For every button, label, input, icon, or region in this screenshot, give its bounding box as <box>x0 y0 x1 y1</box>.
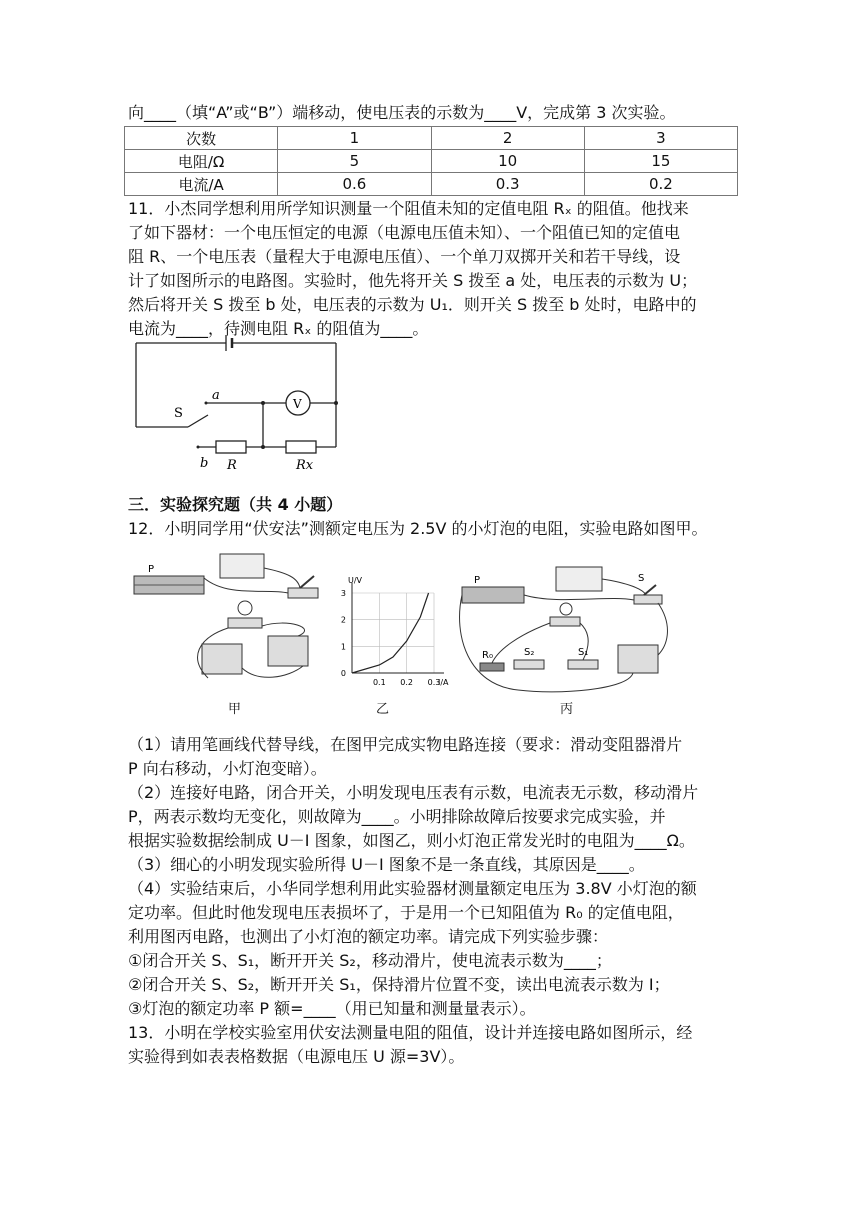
caption-bing: 丙 <box>560 702 574 717</box>
q11-line: 电流为____，待测电阻 Rₓ 的阻值为____。 <box>128 319 429 338</box>
x-tick-label: 0.1 <box>372 678 386 687</box>
y-tick-label: 0 <box>340 669 346 678</box>
table-cell: 电阻/Ω <box>125 150 278 173</box>
y-axis-label: U/V <box>348 576 363 585</box>
switch-s1-label: S₁ <box>578 647 589 658</box>
switch-label: S <box>174 406 183 421</box>
apparatus-bing <box>458 565 678 695</box>
caption-yi: 乙 <box>376 702 390 717</box>
q12-line: （1）请用笔画线代替导线，在图甲完成实物电路连接（要求：滑动变阻器滑片 <box>128 735 683 754</box>
q10-tail: 向____（填“A”或“B”）端移动，使电压表的示数为____V，完成第 3 次实验。 <box>128 103 676 122</box>
q11-line: 11．小杰同学想利用所学知识测量一个阻值未知的定值电阻 Rₓ 的阻值。他找来 <box>128 199 689 218</box>
x-tick-label: 0.3 <box>427 678 441 687</box>
q12-line: P，两表示数均无变化，则故障为____。小明排除故障后按要求完成实验，并 <box>128 807 666 826</box>
circuit-diagram <box>128 335 358 475</box>
ui-chart <box>330 575 460 695</box>
table-cell: 0.2 <box>584 173 737 196</box>
table-header: 2 <box>431 127 584 150</box>
q11-line: 了如下器材：一个电压恒定的电源（电源电压值未知）、一个阻值已知的定值电 <box>128 223 681 242</box>
switch-s-label: S <box>638 573 645 584</box>
switch-pos-b: b <box>200 456 209 471</box>
caption-jia: 甲 <box>228 702 242 717</box>
slider-label: P <box>148 564 155 575</box>
x-tick-label: 0.2 <box>400 678 414 687</box>
q12-line: ③灯泡的额定功率 P 额=____（用已知量和测量量表示）。 <box>128 999 536 1018</box>
x-axis-label: I/A <box>438 678 449 687</box>
voltmeter-label: V <box>293 397 302 411</box>
table-row <box>125 150 738 173</box>
q12-intro: 12．小明同学用“伏安法”测额定电压为 2.5V 的小灯泡的电阻，实验电路如图甲。 <box>128 519 708 538</box>
table-header: 3 <box>584 127 737 150</box>
q12-line: 定功率。但此时他发现电压表损坏了，于是用一个已知阻值为 R₀ 的定值电阻， <box>128 903 684 922</box>
q12-line: （3）细心的小明发现实验所得 U－I 图象不是一条直线，其原因是____。 <box>128 855 645 874</box>
section-heading: 三．实验探究题（共 4 小题） <box>128 495 343 514</box>
table-cell: 10 <box>431 150 584 173</box>
q12-line: ①闭合开关 S、S₁，断开开关 S₂，移动滑片，使电流表示数为____； <box>128 951 612 970</box>
q13-line: 13．小明在学校实验室用伏安法测量电阻的阻值，设计并连接电路如图所示，经 <box>128 1023 693 1042</box>
q12-line: 根据实验数据绘制成 U－I 图象，如图乙，则小灯泡正常发光时的电阻为____Ω。 <box>128 831 695 850</box>
data-table <box>124 126 738 196</box>
y-tick-label: 1 <box>340 642 346 652</box>
q11-line: 阻 R、一个电压表（量程大于电源电压值）、一个单刀双掷开关和若干导线，设 <box>128 247 681 266</box>
slider-label: P <box>474 575 481 586</box>
table-row <box>125 127 738 150</box>
switch-s2-label: S₂ <box>524 647 535 658</box>
q12-line: ②闭合开关 S、S₂，断开开关 S₁，保持滑片位置不变，读出电流表示数为 I； <box>128 975 670 994</box>
y-tick-label: 2 <box>340 615 346 625</box>
table-cell: 0.6 <box>278 173 431 196</box>
resistor-rx-label: Rx <box>296 458 314 473</box>
resistor-r-label: R <box>227 458 237 473</box>
table-cell: 15 <box>584 150 737 173</box>
series-line <box>352 593 429 673</box>
table-row <box>125 173 738 196</box>
r0-label: R₀ <box>482 650 493 661</box>
q12-line: （4）实验结束后，小华同学想利用此实验器材测量额定电压为 3.8V 小灯泡的额 <box>128 879 697 898</box>
apparatus-jia <box>128 548 328 688</box>
switch-pos-a: a <box>212 388 220 403</box>
table-header: 次数 <box>125 127 278 150</box>
q13-line: 实验得到如表表格数据（电源电压 U 源=3V）。 <box>128 1047 465 1066</box>
q12-line: 利用图丙电路，也测出了小灯泡的额定功率。请完成下列实验步骤： <box>128 927 609 946</box>
table-cell: 0.3 <box>431 173 584 196</box>
q12-line: （2）连接好电路，闭合开关，小明发现电压表有示数，电流表无示数，移动滑片 <box>128 783 699 802</box>
y-tick-label: 3 <box>340 589 346 598</box>
table-header: 1 <box>278 127 431 150</box>
q11-line: 计了如图所示的电路图。实验时，他先将开关 S 拨至 a 处，电压表的示数为 U； <box>128 271 698 290</box>
table-cell: 5 <box>278 150 431 173</box>
q12-line: P 向右移动，小灯泡变暗）。 <box>128 759 327 778</box>
table-cell: 电流/A <box>125 173 278 196</box>
q11-line: 然后将开关 S 拨至 b 处，电压表的示数为 U₁．则开关 S 拨至 b 处时，电路中的 <box>128 295 697 314</box>
